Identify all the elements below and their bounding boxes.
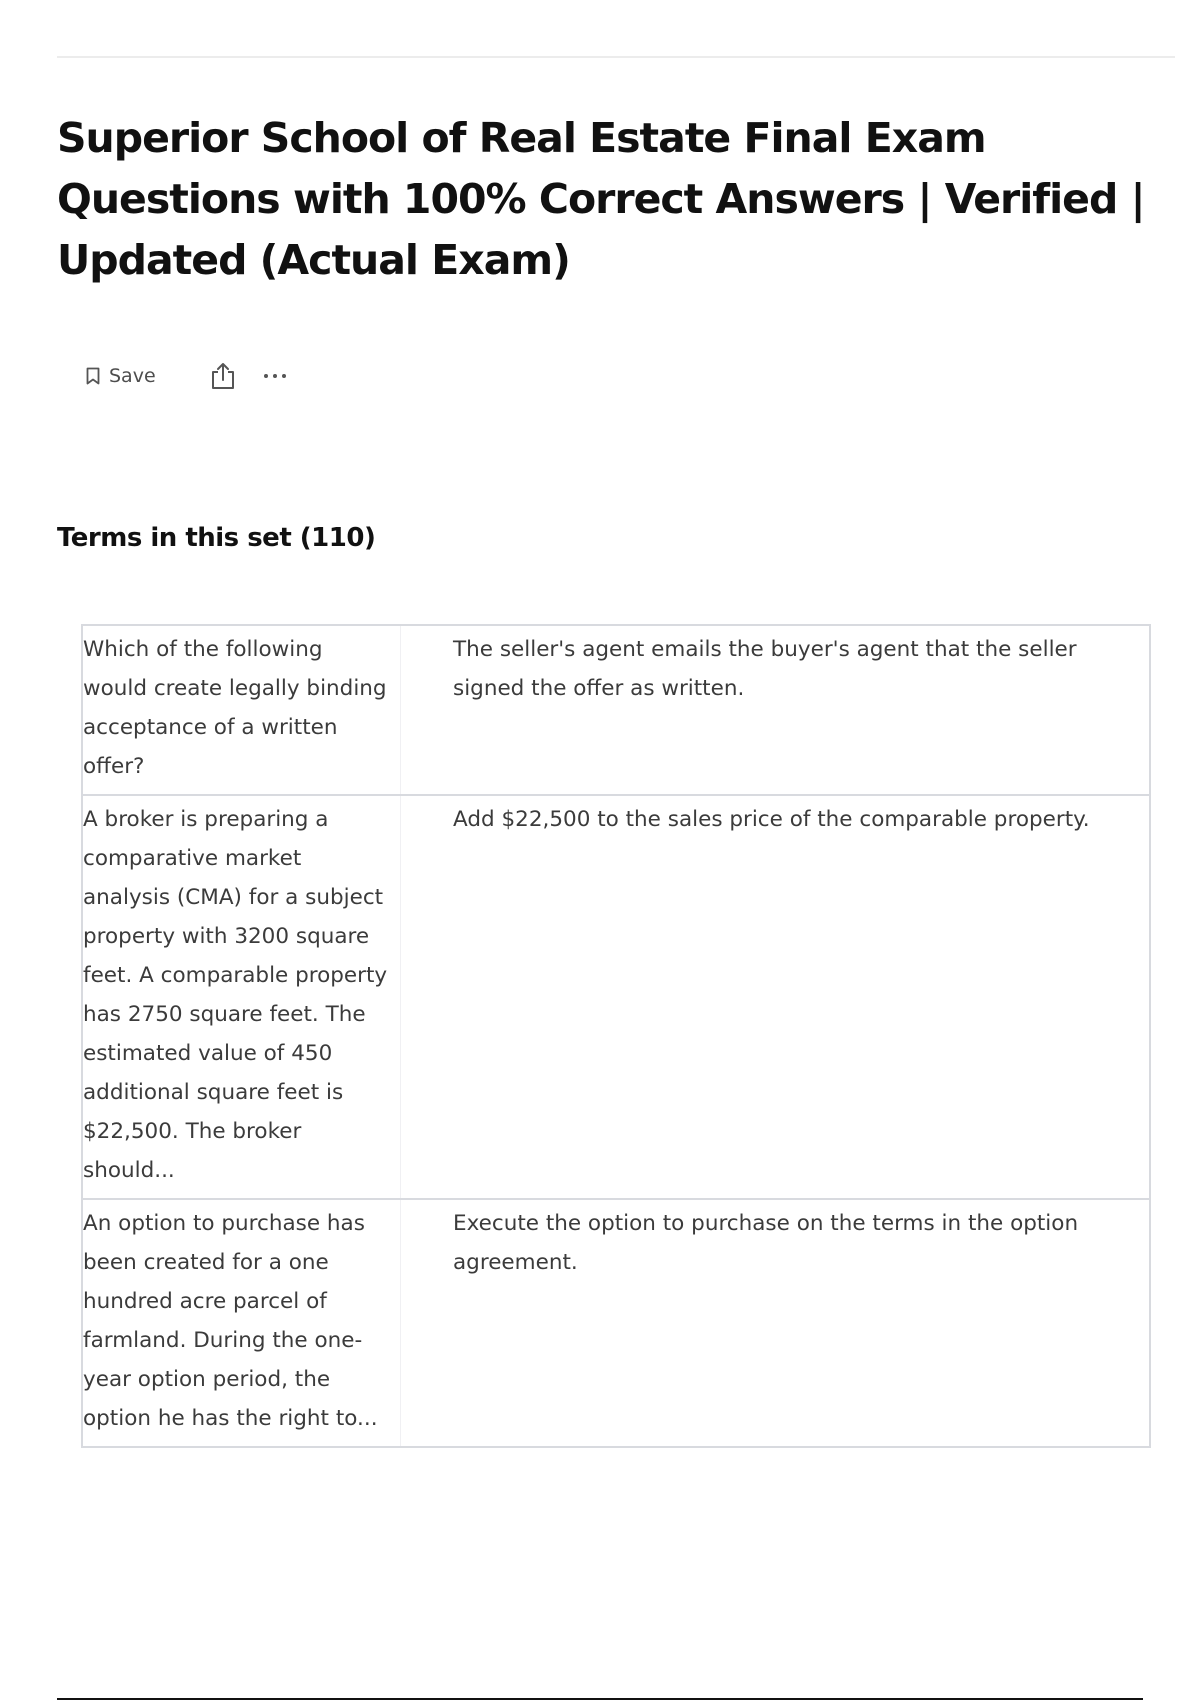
save-button[interactable] [86,365,156,387]
page-title: Superior School of Real Estate Final Exam Questions with 100% Correct Answers | Verified | Updated (Actual Exam) [57,114,1145,284]
term-text: Which of the following would create legally binding acceptance of a written offer? [83,626,401,794]
share-button[interactable] [210,361,236,391]
definition-text: The seller's agent emails the buyer's agent that the seller signed the offer as written. [453,637,1077,701]
top-divider [57,56,1175,58]
more-options-icon [264,374,268,378]
term-text: An option to purchase has been created for a one hundred acre parcel of farmland. During the one-year option period, the option he has the right to... [83,1200,401,1446]
definition-text: Add $22,500 to the sales price of the comparable property. [453,807,1090,832]
more-options-button[interactable] [264,374,286,378]
term-row[interactable] [83,626,1149,794]
term-row[interactable] [83,1198,1149,1446]
action-toolbar [86,358,286,394]
share-icon [210,361,236,391]
bookmark-icon [86,367,100,385]
definition-text: Execute the option to purchase on the terms in the option agreement. [453,1211,1079,1275]
save-button-label: Save [109,365,156,387]
terms-table [81,624,1151,1448]
term-row[interactable] [83,794,1149,1198]
terms-heading: Terms in this set (110) [57,523,376,553]
term-text: A broker is preparing a comparative market analysis (CMA) for a subject property with 3200 square feet. A comparable property has 2750 square feet. The estimated value of 450 additional square feet is $22,500. The broker should... [83,796,401,1198]
